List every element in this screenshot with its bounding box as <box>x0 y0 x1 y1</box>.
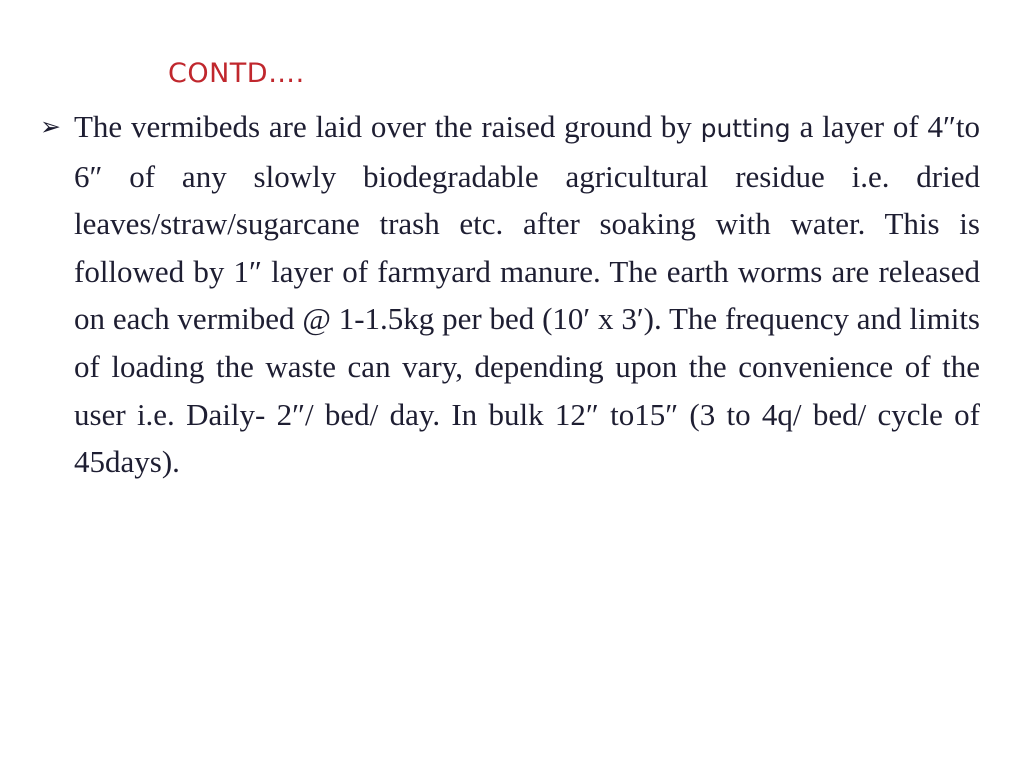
slide-title: CONTD…. <box>168 58 305 89</box>
bullet-text-part3: a layer of 4″to 6″ of any slowly biodegradable agricultural residue i.e. dried leaves/straw/sugarcane trash etc. after soaking with water. This is followed by 1″ layer of farmyard manure. The earth worms are released on each vermibed @ 1-1.5kg per bed (10′ x 3′). The frequency and limits of loading the waste can vary, depending upon the convenience of the user i.e. Daily- 2″/ bed/ day. In bulk 12″ to15″ (3 to 4q/ bed/ cycle of 45days). <box>74 109 981 480</box>
bullet-text-part1: The vermibeds are laid over the raised ground by <box>74 109 701 144</box>
bullet-text-part2: putting <box>700 114 800 143</box>
arrow-bullet-icon: ➢ <box>40 112 61 141</box>
bullet-text <box>74 103 980 486</box>
bullet-list <box>40 103 980 486</box>
bullet-item <box>40 103 980 486</box>
